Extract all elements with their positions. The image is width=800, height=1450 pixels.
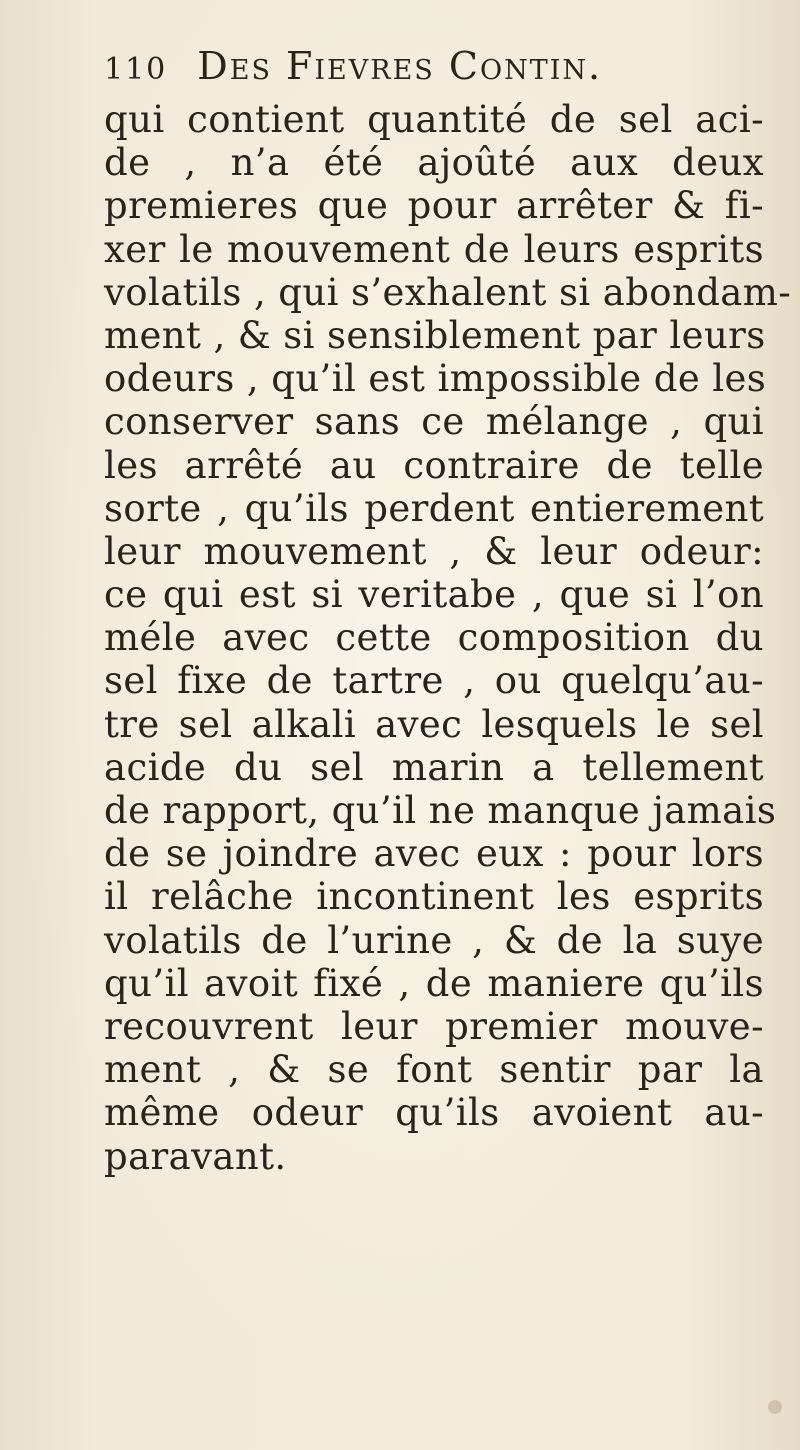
running-head (104, 44, 744, 100)
text-line: ment , & si sensiblement par leurs (104, 313, 766, 357)
page-number: 110 (104, 52, 168, 87)
paper-stain (768, 1400, 782, 1414)
text-line: ce qui est si veritabe , que si l’on (104, 573, 764, 617)
text-line: qu’il avoit fixé , de maniere qu’ils (104, 961, 764, 1005)
text-line: leur mouvement , & leur odeur: (104, 529, 764, 573)
text-line: il relâche incontinent les esprits (104, 875, 764, 919)
text-line: ment , & se font sentir par la (104, 1048, 764, 1092)
text-line: volatils , qui s’exhalent si abondam- (104, 270, 792, 314)
text-line: xer le mouvement de leurs esprits (104, 227, 764, 271)
text-line: même odeur qu’ils avoient au- (104, 1091, 764, 1135)
body-text (104, 98, 792, 1178)
text-line: sel fixe de tartre , ou quelqu’au- (104, 659, 764, 703)
text-line: de se joindre avec eux : pour lors (104, 832, 764, 876)
running-title: Des Fievres Contin. (197, 44, 603, 88)
text-line: de , n’a été ajoûté aux deux (104, 141, 764, 185)
text-line: sorte , qu’ils perdent entierement (104, 486, 764, 530)
text-line: les arrêté au contraire de telle (104, 443, 764, 487)
text-line: conserver sans ce mélange , qui (104, 400, 764, 444)
text-line: premieres que pour arrêter & fi- (104, 184, 764, 228)
text-line: recouvrent leur premier mouve- (104, 1004, 764, 1048)
text-line: qui contient quantité de sel aci- (104, 98, 764, 141)
text-line: de rapport, qu’il ne manque jamais (104, 789, 777, 832)
text-line: paravant. (104, 1134, 287, 1178)
text-line: volatils de l’urine , & de la suye (104, 918, 764, 962)
text-line: acide du sel marin a tellement (104, 745, 764, 789)
text-line: tre sel alkali avec lesquels le sel (104, 702, 764, 746)
text-line: odeurs , qu’il est impossible de les (104, 357, 767, 401)
text-line: méle avec cette composition du (104, 616, 764, 660)
